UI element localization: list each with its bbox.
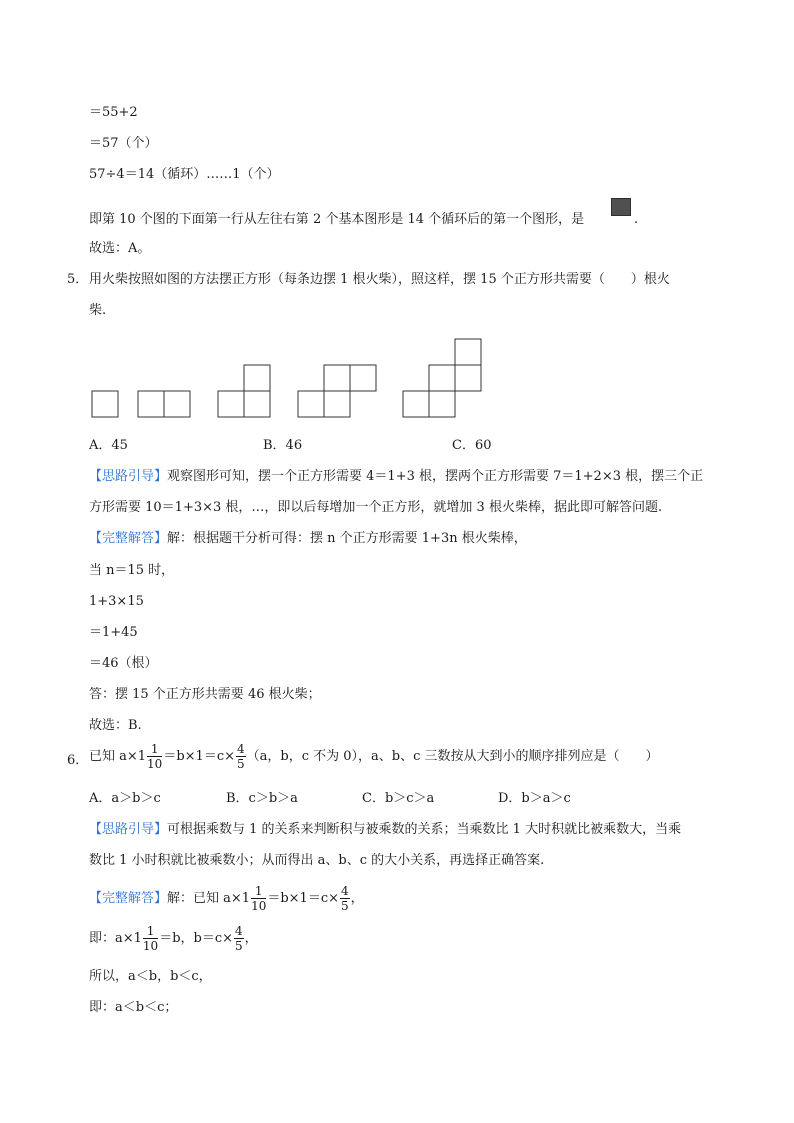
- fraction-numerator: 1: [251, 884, 266, 899]
- q5-number: 5．: [67, 272, 89, 287]
- q5-stem-line-2: 柴.: [89, 303, 107, 318]
- fig4-square: [350, 365, 376, 391]
- fraction-denominator: 10: [147, 757, 163, 771]
- q6-number: 6．: [67, 753, 89, 768]
- fraction-4-5: [234, 924, 244, 953]
- fig4-square: [298, 391, 324, 417]
- fraction-denominator: 5: [237, 757, 245, 771]
- q6-stem-part-b: ＝b×1＝c×: [163, 748, 235, 764]
- fig3-square: [244, 391, 270, 417]
- solution-comma: ，: [244, 930, 258, 946]
- fig4-square: [324, 391, 350, 417]
- hint-text: 观察图形可知，摆一个正方形需要 4＝1+3 根，摆两个正方形需要 7＝1+2×3 根，摆三个正: [167, 469, 704, 484]
- fraction-denominator: 5: [235, 939, 243, 953]
- fraction-numerator: 4: [237, 742, 245, 756]
- fraction-1-10: [147, 742, 162, 771]
- q6-solution-line-4: 即：a＜b＜c；: [89, 1000, 178, 1015]
- q6-hint-line-1: [89, 821, 681, 839]
- q5-option-b: B．46: [263, 438, 303, 453]
- fraction-denominator: 5: [341, 899, 349, 913]
- q5-option-c: C．60: [452, 438, 492, 453]
- answer-line: 故选：A。: [89, 241, 151, 256]
- fraction-denominator: 10: [142, 939, 159, 953]
- q6-solution-line-1: [89, 884, 364, 913]
- q6-stem: [89, 742, 659, 771]
- calc-line-2: ＝57（个）: [89, 136, 158, 151]
- fraction-denominator: 10: [251, 899, 267, 913]
- solution-text-a: 即：a×1: [89, 930, 142, 946]
- q5-solution-line-7: 故选：B.: [89, 718, 142, 733]
- q5-option-a: A．45: [89, 438, 128, 453]
- solution-comma: ，: [350, 890, 364, 906]
- fig2-square: [138, 391, 164, 417]
- fraction-numerator: 4: [235, 924, 243, 938]
- calc-line-1: ＝55+2: [89, 105, 138, 120]
- conclusion-period: .: [634, 212, 639, 227]
- fig3-square: [244, 365, 270, 391]
- q5-stem-line-1: 用火柴按照如图的方法摆正方形（每条边摆 1 根火柴），照这样，摆 15 个正方形共需要（ ）根火: [89, 272, 670, 287]
- q5-solution-line-1: [89, 530, 527, 548]
- matchstick-squares-figure: [90, 337, 490, 419]
- solution-tag: 【完整解答】: [89, 890, 168, 906]
- q5-solution-line-4: ＝1+45: [89, 625, 138, 640]
- conclusion-text: 即第 10 个图的下面第一行从左往右第 2 个基本图形是 14 个循环后的第一个图形，是: [89, 212, 585, 227]
- solution-text-b: ＝b，b＝c×: [159, 930, 234, 946]
- hint-tag: 【思路引导】: [89, 822, 168, 837]
- solution-text-b: ＝b×1＝c×: [267, 890, 340, 906]
- q5-solution-line-6: 答：摆 15 个正方形共需要 46 根火柴；: [89, 687, 321, 702]
- calc-line-3: 57÷4＝14（循环）……1（个）: [89, 167, 280, 182]
- hint-text: 可根据乘数与 1 的关系来判断积与被乘数的关系；当乘数比 1 大时积就比被乘数大，当乘: [167, 822, 682, 837]
- fig2-square: [164, 391, 190, 417]
- hint-tag: 【思路引导】: [89, 469, 168, 484]
- q6-option-b: B．c＞b＞a: [226, 791, 298, 806]
- fraction-numerator: 1: [147, 742, 162, 757]
- fig3-square: [218, 391, 244, 417]
- q6-stem-part-a: 已知 a×1: [89, 748, 147, 764]
- fig5-square: [429, 365, 455, 391]
- solution-text: 解：根据题干分析可得：摆 n 个正方形需要 1+3n 根火柴棒，: [167, 531, 527, 546]
- q6-solution-line-3: 所以，a＜b，b＜c，: [89, 969, 212, 984]
- q6-option-c: C．b＞c＞a: [362, 791, 435, 806]
- fraction-numerator: 1: [143, 924, 158, 939]
- fig1-square: [92, 391, 118, 417]
- solution-tag: 【完整解答】: [89, 531, 168, 546]
- fig4-square: [324, 365, 350, 391]
- fraction-4-5: [236, 742, 246, 771]
- solution-text-a: 解：已知 a×1: [167, 890, 251, 906]
- q5-hint-line-1: [89, 468, 703, 486]
- q5-hint-line-2: 方形需要 10＝1+3×3 根，…，即以后每增加一个正方形，就增加 3 根火柴棒，据此即可解答问题.: [89, 500, 663, 515]
- q5-solution-line-3: 1+3×15: [89, 594, 144, 609]
- q6-option-a: A．a＞b＞c: [89, 791, 161, 806]
- fraction-4-5: [340, 884, 350, 913]
- q6-stem-part-c: （a，b，c 不为 0），a、b、c 三数按从大到小的顺序排列应是（ ）: [246, 748, 659, 764]
- fig5-square: [403, 391, 429, 417]
- q6-hint-line-2: 数比 1 小时积就比被乘数小；从而得出 a、b、c 的大小关系，再选择正确答案.: [89, 853, 545, 868]
- fraction-1-10: [251, 884, 266, 913]
- fig5-square: [455, 339, 481, 365]
- q5-solution-line-2: 当 n＝15 时，: [89, 563, 175, 578]
- q6-option-d: D．b＞a＞c: [498, 791, 571, 806]
- dark-square-icon: [611, 198, 631, 216]
- q5-solution-line-5: ＝46（根）: [89, 656, 158, 671]
- fraction-1-10: [143, 924, 158, 953]
- fraction-numerator: 4: [341, 884, 349, 898]
- conclusion-line: [89, 211, 584, 229]
- q6-solution-line-2: [89, 924, 258, 953]
- fig5-square: [455, 365, 481, 391]
- fig5-square: [429, 391, 455, 417]
